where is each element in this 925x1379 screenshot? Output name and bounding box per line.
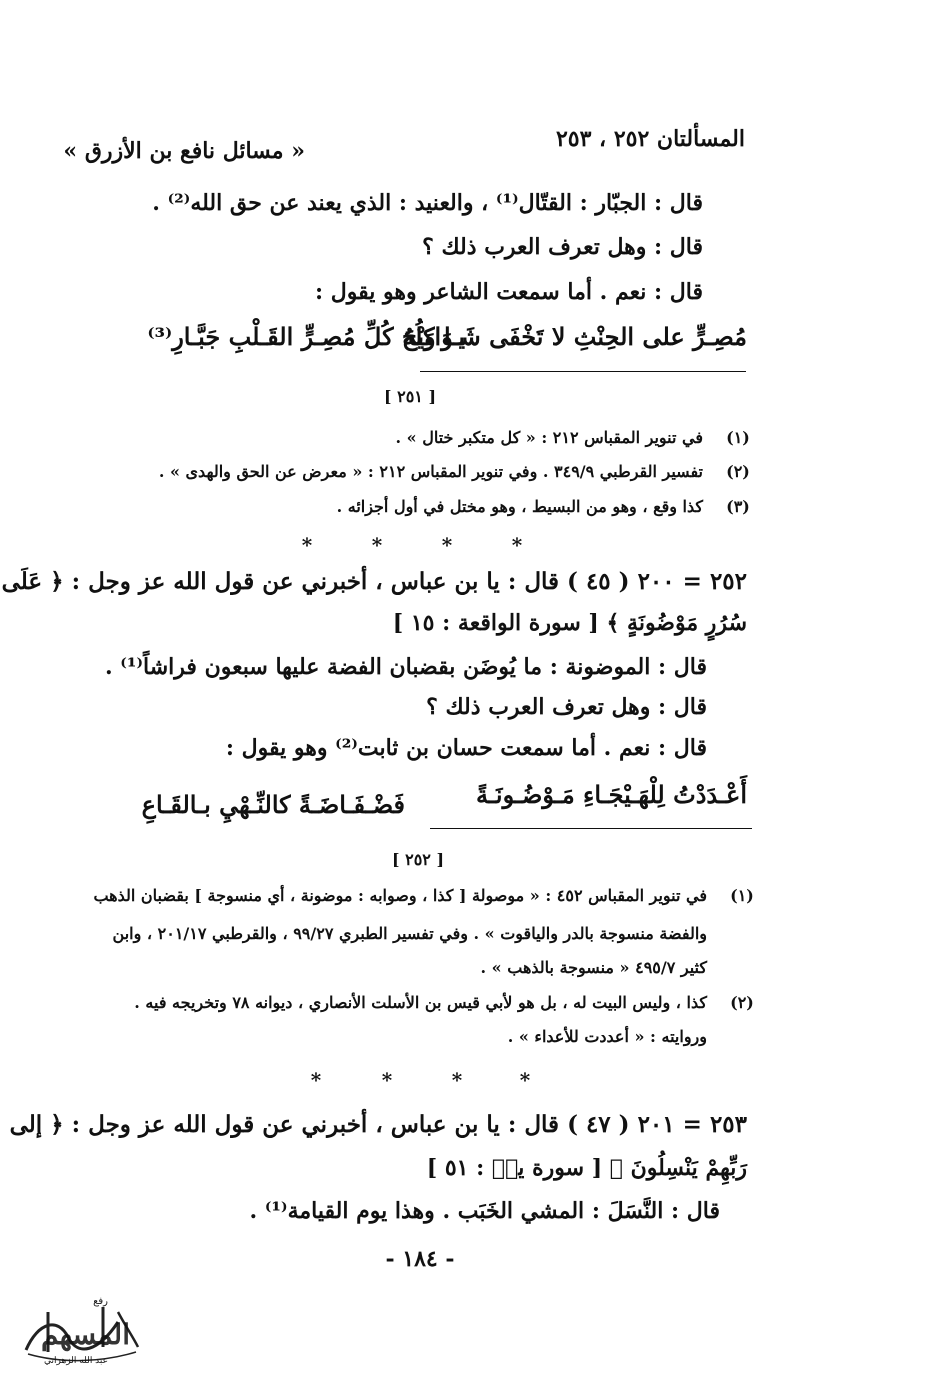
verse-hemistich-right: أَعْـدَدْتُ لِلْهَـيْجَـاءِ مَـوْضُـونَـةً [476, 780, 747, 809]
footnote-text: في تنوير المقباس ٢١٢ : « كل متكبر ختال » . [395, 428, 703, 447]
footnote-divider [420, 371, 746, 372]
footnote-text: والفضة منسوجة بالدر والياقوت » . وفي تفسير الطبري ٩٩/٢٧ ، والقرطبي ٢٠١/١٧ ، وابن [112, 924, 707, 943]
text-line: قال : الجبّار : القتّال⁽¹⁾ ، والعنيد : الذي يعند عن حق الله⁽²⁾ . [152, 190, 703, 216]
footnote-number: (١) [726, 428, 750, 447]
text-line: ٢٥٢ = ٢٠٠ ( ٤٥ ) قال : يا بن عباس ، أخبرني عن قول الله عز وجل : ﴿ عَلَى [1, 568, 747, 595]
footnote-number: (١) [730, 886, 754, 905]
footnotes-heading: [ ٢٥١ ] [383, 387, 437, 406]
footnote-number: (٢) [730, 993, 754, 1012]
section-separator [0, 1068, 925, 1092]
stamp-title: المسهم [40, 1318, 130, 1351]
footnote-number: (٣) [726, 497, 750, 516]
library-stamp [8, 1292, 148, 1372]
footnote-text: في تنوير المقباس ٤٥٢ : « موصولة [ كذا ، وصوابه : موضونة ، أي منسوجة ] بقضبان الذهب [93, 886, 707, 905]
verse-hemistich-left: مُصِـرٍّ على الحِنْثِ لا تَخْفَى شَـوَاكِلُهُ [402, 322, 747, 351]
footnote-text: كذا وقع ، وهو من البسيط ، وهو مختل في أول أجزائه . [336, 497, 703, 516]
separator-star: * [451, 1068, 463, 1092]
separator-star: * [381, 1068, 393, 1092]
page-number: - ١٨٤ - [385, 1246, 455, 1272]
footnote-text: تفسير القرطبي ٣٤٩/٩ . وفي تنوير المقباس ٢١٢ : « معرض عن الحق والهدى » . [158, 462, 703, 481]
running-header-right: المسألتان ٢٥٢ ، ٢٥٣ [555, 126, 745, 152]
text-line: قال : نعم . أما سمعت الشاعر وهو يقول : [315, 279, 703, 305]
separator-star: * [301, 533, 313, 557]
footnote-text: كذا ، وليس البيت له ، بل هو لأبي قيس بن الأسلت الأنصاري ، ديوانه ٧٨ وتخريجه فيه . [134, 993, 707, 1012]
footnote-text: كثير ٤٩٥/٧ « منسوجة بالذهب » . [480, 958, 707, 977]
text-line: ٢٥٣ = ٢٠١ ( ٤٧ ) قال : يا بن عباس ، أخبرني عن قول الله عز وجل : ﴿ إلى [9, 1111, 747, 1138]
verse-hemistich-right: يـا وَيْحَ كُلِّ مُصِـرٍّ القَـلْبِ جَبَّـارِ⁽³⁾ [147, 322, 465, 351]
separator-star: * [519, 1068, 531, 1092]
separator-star: * [441, 533, 453, 557]
section-separator [0, 533, 925, 557]
verse-hemistich-left: فَضْـفَـاضَـةً كالنِّـهْيِ بـالقَـاعِ [141, 790, 405, 819]
footnote-divider [430, 828, 752, 829]
stamp-label: رفع [93, 1296, 108, 1307]
text-line: سُرُرٍ مَوْضُونَةٍ ﴾ [ سورة الواقعة : ١٥ ] [392, 610, 747, 636]
stamp-caption: عبد الله الزهراني [43, 1356, 108, 1366]
running-header-left: « مسائل نافع بن الأزرق » [63, 138, 305, 164]
text-line: قال : وهل تعرف العرب ذلك ؟ [422, 234, 703, 260]
text-line: قال : وهل تعرف العرب ذلك ؟ [426, 694, 707, 720]
text-line: رَبِّهِمْ يَنْسِلُونَ ﴾ [ سورة يسۤ : ٥١ ] [426, 1155, 747, 1181]
text-line: قال : النَّسَلَ : المشي الخَبَب . وهذا يوم القيامة⁽¹⁾ . [249, 1198, 720, 1224]
footnote-text: وروايته : « أعددت للأعداء » . [507, 1027, 707, 1046]
text-line: قال : نعم . أما سمعت حسان بن ثابت⁽²⁾ وهو يقول : [225, 735, 707, 761]
text-line: قال : الموضونة : ما يُوضَن بقضبان الفضة عليها سبعون فراشاً⁽¹⁾ . [104, 654, 707, 680]
footnote-number: (٢) [726, 462, 750, 481]
separator-star: * [310, 1068, 322, 1092]
footnotes-heading: [ ٢٥٢ ] [391, 850, 445, 869]
separator-star: * [511, 533, 523, 557]
separator-star: * [371, 533, 383, 557]
